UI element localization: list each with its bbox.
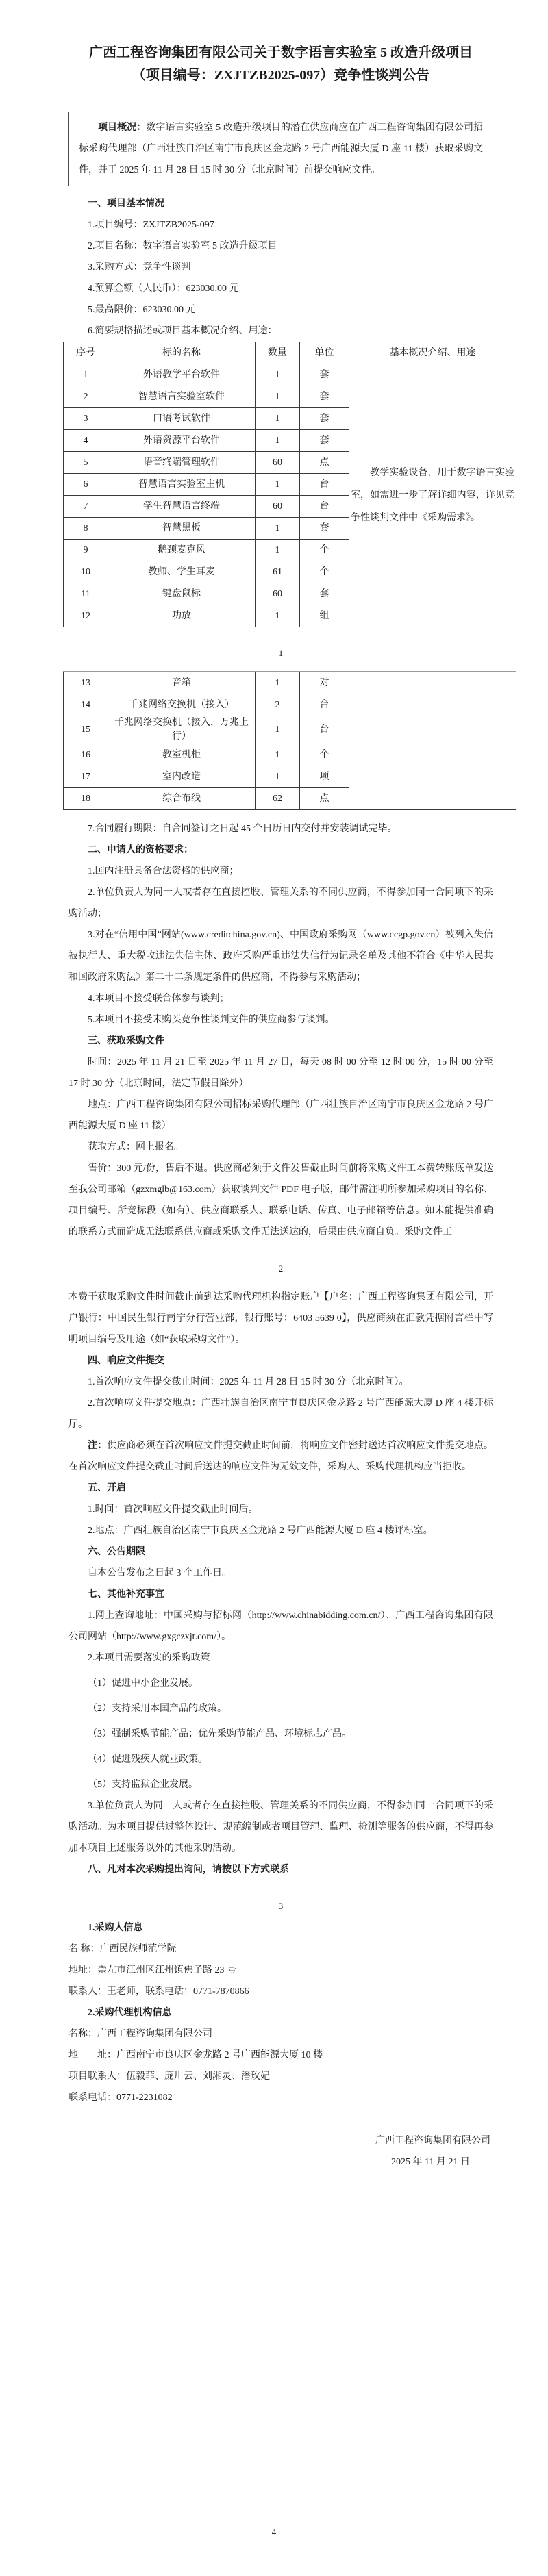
overview-label: 项目概况： [98, 123, 147, 134]
cell-unit: 项 [300, 766, 349, 788]
section1-item-max-price: 5.最高限价：623030.00 元 [88, 305, 196, 316]
title-line-1: 广西工程咨询集团有限公司关于数字语言实验室 5 改造升级项目 [89, 45, 473, 61]
section7-item-3: 3.单位负责人为同一人或者存在直接控股、管理关系的不同供应商，不得参加同一合同项下的采购活动。为本项目提供过整体设计、规范编制或者项目管理、监理、检测等服务的供应商，不得再参加本项目上述服务以外的其他采购活动。 [68, 1801, 493, 1854]
section2-item-1: 1.国内注册具备合法资格的供应商； [88, 866, 239, 877]
agency-contact-persons: 项目联系人：伍毅菲、庞川云、刘湘灵、潘玫妃 [68, 2071, 270, 2082]
cell-no: 5 [64, 452, 108, 474]
policy-1: （1）促进中小企业发展。 [88, 1678, 198, 1689]
cell-qty: 2 [256, 694, 300, 716]
col-qty: 数量 [256, 342, 300, 364]
cell-qty: 1 [256, 408, 300, 430]
section3-time: 时间：2025 年 11 月 21 日至 2025 年 11 月 27 日，每天 08 时 00 分至 12 时 00 分，15 时 00 分至 17 时 30 分（北京时间，法定节假日除外） [68, 1057, 493, 1089]
cell-unit: 台 [300, 694, 349, 716]
cell-qty: 1 [256, 672, 300, 694]
signature-block [68, 2130, 493, 2173]
section7-heading: 七、其他补充事宜 [88, 1589, 164, 1600]
section2-item-5: 5.本项目不接受未购买竞争性谈判文件的供应商参与谈判。 [88, 1015, 335, 1026]
cell-unit: 套 [300, 408, 349, 430]
cell-unit: 套 [300, 518, 349, 540]
document-title [68, 42, 493, 87]
cell-no: 18 [64, 788, 108, 810]
buyer-name: 名 称：广西民族师范学院 [68, 1944, 177, 1955]
cell-name: 语音终端管理软件 [108, 452, 256, 474]
cell-no: 2 [64, 386, 108, 408]
policy-5: （5）支持监狱企业发展。 [88, 1780, 198, 1791]
cell-unit: 个 [300, 540, 349, 561]
section4-item-1: 1.首次响应文件提交截止时间：2025 年 11 月 28 日 15 时 30 分（北京时间）。 [88, 1377, 409, 1388]
policy-3: （3）强制采购节能产品；优先采购节能产品、环境标志产品。 [88, 1729, 351, 1740]
agency-phone: 联系电话：0771-2231082 [68, 2093, 173, 2104]
cell-qty: 1 [256, 540, 300, 561]
cell-qty: 60 [256, 452, 300, 474]
cell-name: 智慧黑板 [108, 518, 256, 540]
cell-qty: 60 [256, 496, 300, 518]
cell-qty: 1 [256, 386, 300, 408]
cell-name: 学生智慧语言终端 [108, 496, 256, 518]
title-line-2: （项目编号：ZXJTZB2025-097）竞争性谈判公告 [132, 68, 430, 84]
section3-price-part2: 本费于获取采购文件时间截止前到达采购代理机构指定账户【户名：广西工程咨询集团有限公司，开户银行：中国民生银行南宁分行营业部，银行账号：6403 5639 0】，供应商须在汇款凭据附言栏中写明项目编号及用途（如“获取采购文件”）。 [68, 1292, 493, 1346]
cell-name: 音箱 [108, 672, 256, 694]
cell-no: 6 [64, 474, 108, 496]
section6-heading: 六、公告期限 [88, 1547, 145, 1558]
cell-name: 室内改造 [108, 766, 256, 788]
cell-unit: 台 [300, 716, 349, 744]
cell-unit: 点 [300, 788, 349, 810]
cell-no: 14 [64, 694, 108, 716]
cell-no: 7 [64, 496, 108, 518]
buyer-contact: 联系人：王老师，联系电话：0771-7870866 [68, 1986, 249, 1997]
cell-name: 功放 [108, 605, 256, 627]
section2-heading: 二、申请人的资格要求： [88, 845, 193, 856]
usage-note: 教学实验设备，用于数字语言实验室，如需进一步了解详细内容，详见竞争性谈判文件中《采购需求》。 [351, 468, 514, 524]
cell-name: 教师、学生耳麦 [108, 561, 256, 583]
items-table-page1 [63, 342, 516, 627]
cell-no: 3 [64, 408, 108, 430]
col-index: 序号 [64, 342, 108, 364]
section7-item-1: 1.网上查询地址：中国采购与招标网（http://www.chinabidding.com.cn/）、广西工程咨询集团有限公司网站（http://www.gxgczxjt.com/）。 [68, 1611, 493, 1643]
section2-item-3: 3.对在“信用中国”网站(www.creditchina.gov.cn)、中国政府采购网（www.ccgp.gov.cn）被列入失信被执行人、重大税收违法失信主体、政府采购严重违法失信行为记录名单及其他不符合《中华人民共和国政府采购法》第二十二条规定条件的供应商，不得参与采购活动； [68, 930, 493, 983]
cell-qty: 60 [256, 583, 300, 605]
cell-unit: 个 [300, 744, 349, 766]
cell-no: 10 [64, 561, 108, 583]
cell-no: 11 [64, 583, 108, 605]
cell-qty: 1 [256, 518, 300, 540]
items-table-page2 [63, 671, 516, 810]
cell-name: 综合布线 [108, 788, 256, 810]
note-label: 注： [88, 1441, 108, 1452]
section5-item-2: 2.地点：广西壮族自治区南宁市良庆区金龙路 2 号广西能源大厦 D 座 4 楼评标室。 [88, 1526, 433, 1537]
cell-no: 4 [64, 430, 108, 452]
cell-no: 12 [64, 605, 108, 627]
section5-item-1: 1.时间：首次响应文件提交截止时间后。 [88, 1504, 258, 1515]
section4-note [68, 1435, 493, 1478]
cell-unit: 套 [300, 386, 349, 408]
usage-merged-cell [349, 364, 516, 627]
page-number-3: 3 [278, 1901, 284, 1912]
section2-item-4: 4.本项目不接受联合体参与谈判； [88, 994, 229, 1005]
section3-heading: 三、获取采购文件 [88, 1036, 164, 1047]
agency-name: 名称：广西工程咨询集团有限公司 [68, 2029, 212, 2040]
section3-place: 地点：广西工程咨询集团有限公司招标采购代理部（广西壮族自治区南宁市良庆区金龙路 2 号广西能源大厦 D 座 11 楼） [68, 1100, 493, 1132]
cell-qty: 1 [256, 474, 300, 496]
cell-name: 教室机柜 [108, 744, 256, 766]
col-item-name: 标的名称 [108, 342, 256, 364]
overview-body: 数字语言实验室 5 改造升级项目的潜在供应商应在广西工程咨询集团有限公司招标采购代理部（广西壮族自治区南宁市良庆区金龙路 2 号广西能源大厦 D 座 11 楼）获取采购文件，并于 2025 年 11 月 28 日 15 时 30 分（北京时间）前提交响应文件。 [79, 123, 483, 176]
note-body: 供应商必须在首次响应文件提交截止时间前，将响应文件密封送达首次响应文件提交地点。在首次响应文件提交截止时间后送达的响应文件为无效文件，采购人、采购代理机构应当拒收。 [68, 1441, 494, 1473]
cell-qty: 1 [256, 766, 300, 788]
cell-qty: 1 [256, 605, 300, 627]
cell-unit: 套 [300, 430, 349, 452]
cell-unit: 台 [300, 496, 349, 518]
cell-name: 口语考试软件 [108, 408, 256, 430]
section2-item-2: 2.单位负责人为同一人或者存在直接控股、管理关系的不同供应商，不得参加同一合同项下的采购活动； [68, 887, 493, 920]
col-unit: 单位 [300, 342, 349, 364]
cell-no: 8 [64, 518, 108, 540]
section4-heading: 四、响应文件提交 [88, 1356, 164, 1367]
section5-heading: 五、开启 [88, 1483, 126, 1494]
cell-name: 智慧语言实验室软件 [108, 386, 256, 408]
section1-heading: 一、项目基本情况 [88, 199, 164, 210]
policy-4: （4）促进残疾人就业政策。 [88, 1754, 208, 1765]
cell-no: 17 [64, 766, 108, 788]
usage-merged-cell-empty [349, 672, 516, 810]
section7-item-2: 2.本项目需要落实的采购政策 [88, 1653, 210, 1664]
table-row [64, 364, 516, 386]
section1-item-method: 3.采购方式：竞争性谈判 [88, 262, 191, 273]
cell-no: 16 [64, 744, 108, 766]
cell-qty: 62 [256, 788, 300, 810]
project-overview-box [68, 112, 493, 186]
cell-no: 9 [64, 540, 108, 561]
cell-qty: 1 [256, 430, 300, 452]
cell-no: 1 [64, 364, 108, 386]
cell-name: 千兆网络交换机（接入，万兆上行） [108, 716, 256, 744]
cell-unit: 点 [300, 452, 349, 474]
section1-item-spec-intro: 6.简要规格描述或项目基本概况介绍、用途： [88, 326, 277, 337]
cell-unit: 组 [300, 605, 349, 627]
cell-unit: 套 [300, 583, 349, 605]
section1-item-project-no: 1.项目编号：ZXJTZB2025-097 [88, 220, 214, 231]
col-usage: 基本概况介绍、用途 [349, 342, 516, 364]
page-number-1: 1 [278, 648, 284, 659]
cell-name: 键盘鼠标 [108, 583, 256, 605]
signature-company: 广西工程咨询集团有限公司 [375, 2136, 490, 2147]
section8-heading: 八、凡对本次采购提出询问，请按以下方式联系 [88, 1865, 289, 1876]
cell-name: 外语教学平台软件 [108, 364, 256, 386]
signature-date: 2025 年 11 月 21 日 [391, 2157, 470, 2168]
project-overview-paragraph [79, 117, 483, 181]
cell-qty: 1 [256, 716, 300, 744]
agency-info-heading: 2.采购代理机构信息 [88, 2008, 172, 2019]
table-row [64, 672, 516, 694]
policy-2: （2）支持采用本国产品的政策。 [88, 1704, 227, 1715]
cell-unit: 套 [300, 364, 349, 386]
cell-name: 鹅颈麦克风 [108, 540, 256, 561]
buyer-info-heading: 1.采购人信息 [88, 1923, 143, 1934]
section4-item-2: 2.首次响应文件提交地点：广西壮族自治区南宁市良庆区金龙路 2 号广西能源大厦 D 座 4 楼开标厅。 [68, 1398, 493, 1430]
buyer-address: 地址：崇左市江州区江州镇佛子路 23 号 [68, 1965, 236, 1976]
section6-body: 自本公告发布之日起 3 个工作日。 [88, 1568, 232, 1579]
cell-no: 15 [64, 716, 108, 744]
section3-method: 获取方式：网上报名。 [88, 1142, 184, 1153]
cell-unit: 台 [300, 474, 349, 496]
page-number-4: 4 [271, 2527, 277, 2537]
table-header-row [64, 342, 516, 364]
cell-qty: 1 [256, 364, 300, 386]
agency-address: 地 址：广西南宁市良庆区金龙路 2 号广西能源大厦 10 楼 [68, 2050, 323, 2061]
section3-price-part1: 售价：300 元/份，售后不退。供应商必须于文件发售截止时间前将采购文件工本费转账底单发送至我公司邮箱（gzxmglb@163.com）获取谈判文件 PDF 电子版，邮件需注明所参加采购项目的名称、项目编号、所竞标段（如有）、供应商联系人、联系电话、传真、电子邮箱等信息。如未能提供准确的联系方式而造成无法联系供应商或采购文件无法送达的，后果由供应商自负。采购文件工 [68, 1163, 493, 1238]
cell-unit: 对 [300, 672, 349, 694]
section1-item-contract-term: 7.合同履行期限：自合同签订之日起 45 个日历日内交付并安装调试完毕。 [88, 824, 397, 835]
cell-qty: 61 [256, 561, 300, 583]
cell-name: 千兆网络交换机（接入） [108, 694, 256, 716]
cell-qty: 1 [256, 744, 300, 766]
cell-name: 智慧语言实验室主机 [108, 474, 256, 496]
cell-unit: 个 [300, 561, 349, 583]
section1-item-project-name: 2.项目名称：数字语言实验室 5 改造升级项目 [88, 241, 277, 252]
page-number-2: 2 [278, 1263, 284, 1274]
cell-no: 13 [64, 672, 108, 694]
section1-item-budget: 4.预算金额（人民币）：623030.00 元 [88, 283, 239, 294]
cell-name: 外语资源平台软件 [108, 430, 256, 452]
